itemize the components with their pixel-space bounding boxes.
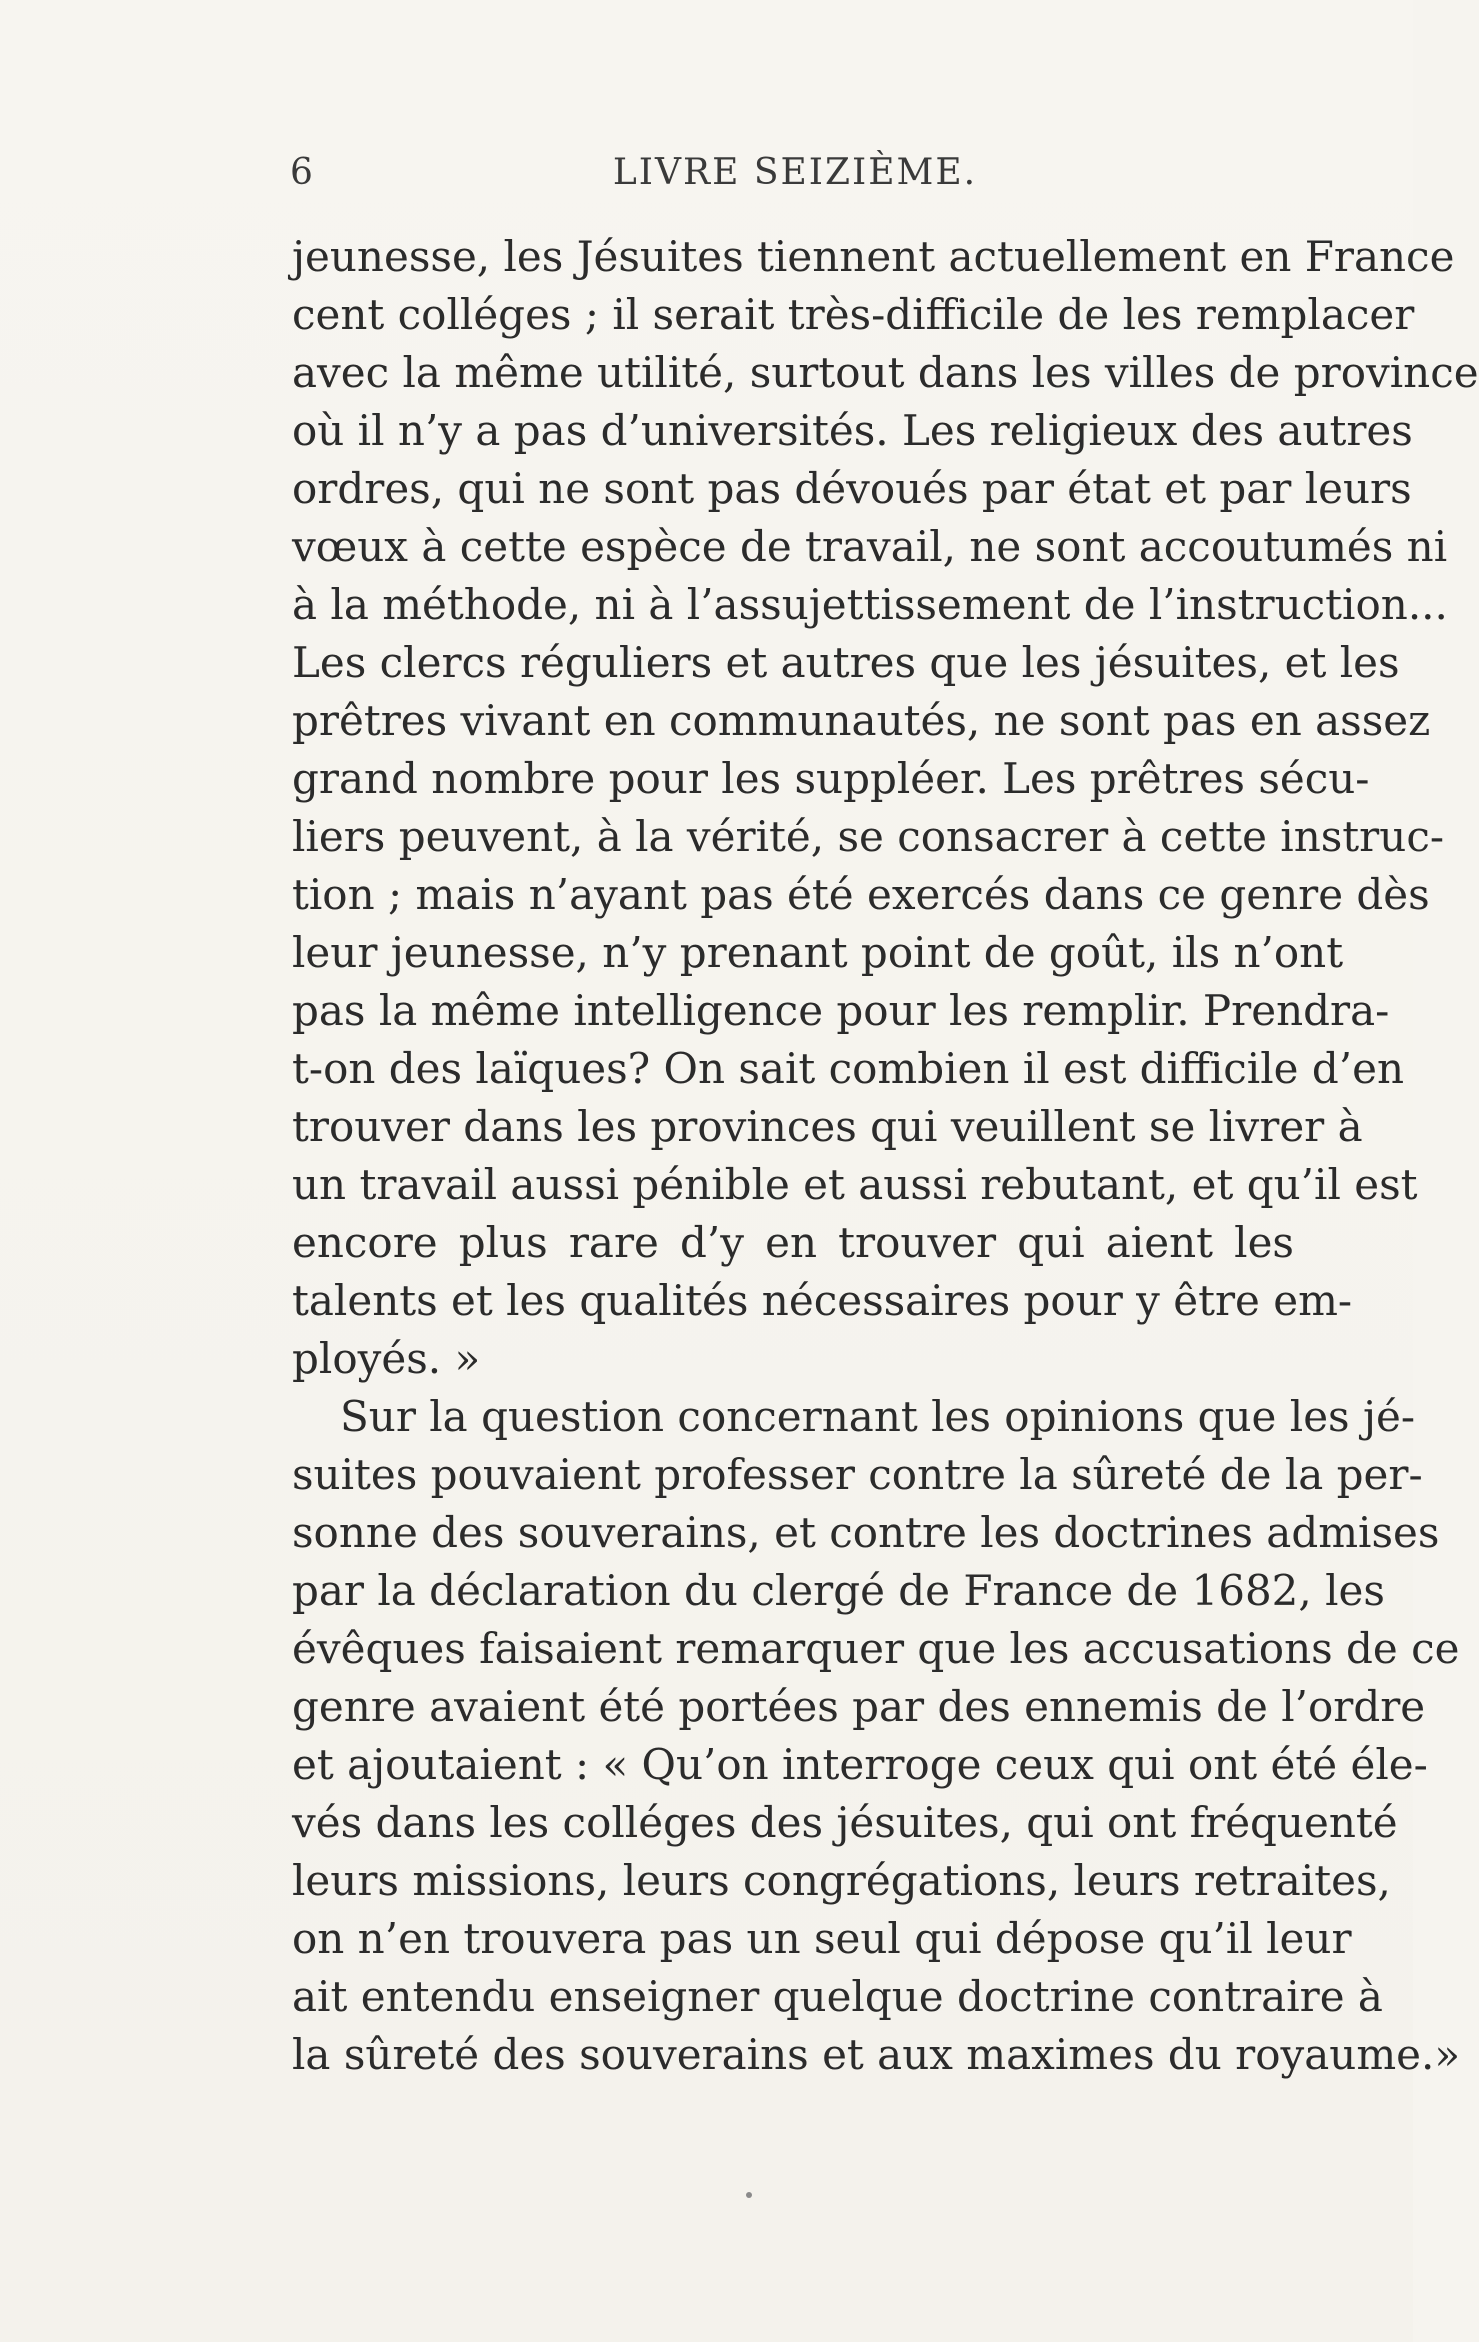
text-line: on n’en trouvera pas un seul qui dépose qu’il leur [292, 1914, 1352, 1963]
text-line: ordres, qui ne sont pas dévoués par état et par leurs [292, 464, 1412, 513]
text-line: vés dans les colléges des jésuites, qui ont fréquenté [292, 1798, 1398, 1847]
text-line: grand nombre pour les suppléer. Les prêtres sécu- [292, 754, 1370, 803]
page-header [290, 152, 1300, 212]
text-line: avec la même utilité, surtout dans les villes de province [292, 348, 1479, 397]
text-line: un travail aussi pénible et aussi rebutant, et qu’il est [292, 1160, 1418, 1209]
body-text [292, 228, 1479, 2084]
text-line: tion ; mais n’ayant pas été exercés dans ce genre dès [292, 870, 1430, 919]
text-line: liers peuvent, à la vérité, se consacrer à cette instruc- [292, 812, 1445, 861]
text-line: leur jeunesse, n’y prenant point de goût, ils n’ont [292, 928, 1344, 977]
text-line: à la méthode, ni à l’assujettissement de l’instruction... [292, 580, 1448, 629]
text-line: évêques faisaient remarquer que les accusations de ce [292, 1624, 1460, 1673]
text-line: ait entendu enseigner quelque doctrine contraire à [292, 1972, 1383, 2021]
text-line: encore plus rare d’y en trouver qui aient les [292, 1218, 1294, 1267]
text-line: et ajoutaient : « Qu’on interroge ceux qui ont été éle- [292, 1740, 1428, 1789]
text-line: par la déclaration du clergé de France de 1682, les [292, 1566, 1385, 1615]
text-line: leurs missions, leurs congrégations, leurs retraites, [292, 1856, 1391, 1905]
text-line: pas la même intelligence pour les remplir. Prendra- [292, 986, 1390, 1035]
text-line: sonne des souverains, et contre les doctrines admises [292, 1508, 1440, 1557]
text-line: suites pouvaient professer contre la sûreté de la per- [292, 1450, 1423, 1499]
running-title: LIVRE SEIZIÈME. [612, 152, 978, 193]
text-line: la sûreté des souverains et aux maximes du royaume.» [292, 2030, 1461, 2079]
text-line: talents et les qualités nécessaires pour y être em- [292, 1276, 1353, 1325]
text-line: Les clercs réguliers et autres que les jésuites, et les [292, 638, 1400, 687]
text-line: jeunesse, les Jésuites tiennent actuellement en France [292, 232, 1455, 281]
text-line: prêtres vivant en communautés, ne sont pas en assez [292, 696, 1431, 745]
text-line: genre avaient été portées par des ennemis de l’ordre [292, 1682, 1426, 1731]
text-line: trouver dans les provinces qui veuillent se livrer à [292, 1102, 1363, 1151]
text-line: cent colléges ; il serait très-difficile de les remplacer [292, 290, 1415, 339]
text-line: où il n’y a pas d’universités. Les religieux des autres [292, 406, 1413, 455]
text-line: t-on des laïques? On sait combien il est difficile d’en [292, 1044, 1404, 1093]
text-line: vœux à cette espèce de travail, ne sont accoutumés ni [292, 522, 1448, 571]
text-line: Sur la question concernant les opinions que les jé- [340, 1392, 1416, 1441]
text-line: ployés. » [292, 1334, 481, 1383]
page-number: 6 [290, 152, 315, 193]
printer-mark [746, 2192, 752, 2198]
